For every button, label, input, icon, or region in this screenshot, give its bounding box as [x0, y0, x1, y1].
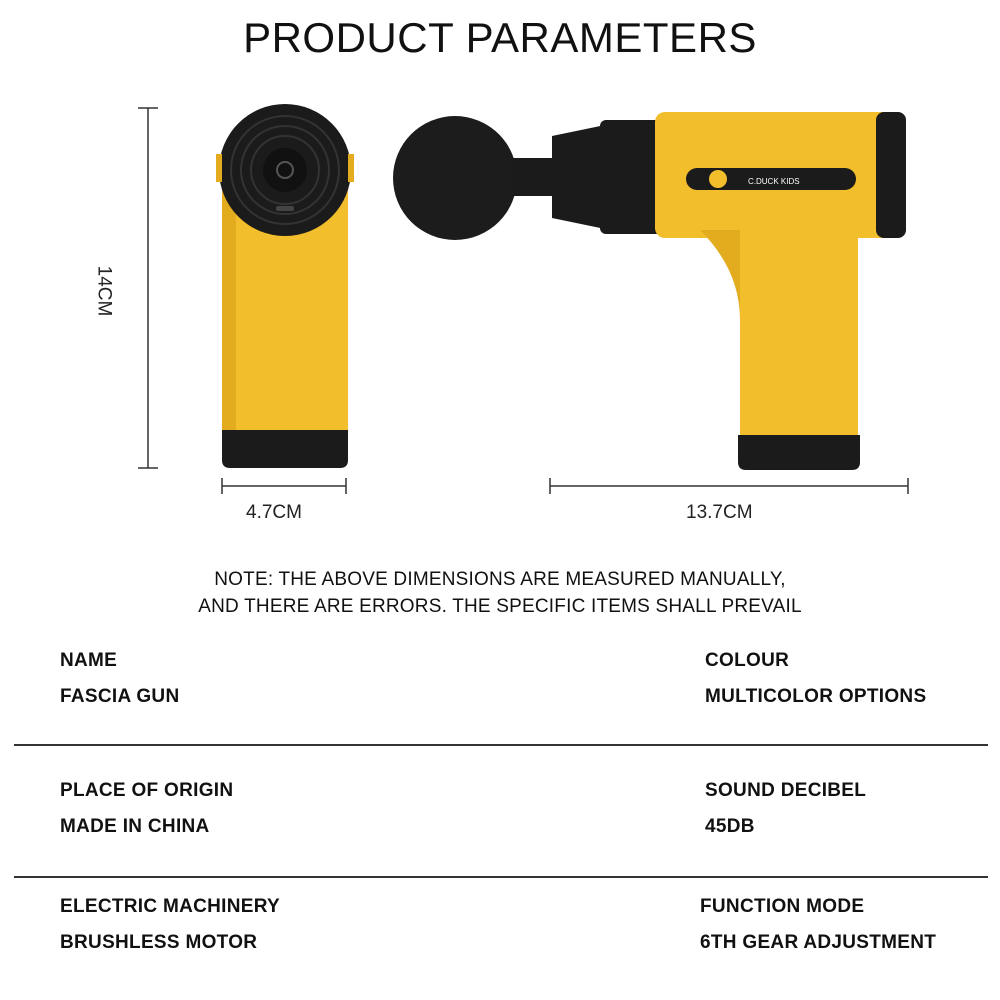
height-label: 14CM [93, 265, 115, 317]
spec-value-function: 6TH GEAR ADJUSTMENT [700, 932, 937, 953]
side-view [393, 112, 906, 470]
page-title: PRODUCT PARAMETERS [243, 14, 757, 61]
front-view [216, 104, 354, 468]
spec-value-origin: MADE IN CHINA [60, 816, 210, 837]
spec-label-origin: PLACE OF ORIGIN [60, 780, 234, 801]
length-label: 13.7CM [686, 502, 753, 523]
spec-label-colour: COLOUR [705, 650, 790, 671]
height-dimension-line [138, 108, 158, 468]
note-line-1: NOTE: THE ABOVE DIMENSIONS ARE MEASURED MANUALLY, [214, 569, 786, 590]
spec-label-decibel: SOUND DECIBEL [705, 780, 867, 801]
divider [14, 744, 988, 746]
spec-value-motor: BRUSHLESS MOTOR [60, 932, 258, 953]
product-illustration [0, 90, 1000, 530]
spec-value-colour: MULTICOLOR OPTIONS [705, 686, 927, 707]
width-label: 4.7CM [246, 502, 302, 523]
measurement-note [0, 566, 1000, 620]
spec-value-name: FASCIA GUN [60, 686, 180, 707]
brand-label: C.DUCK KIDS [748, 177, 800, 186]
divider [14, 876, 988, 878]
spec-label-name: NAME [60, 650, 118, 671]
spec-label-function: FUNCTION MODE [700, 896, 865, 917]
product-drawing [0, 90, 1000, 530]
note-line-2: AND THERE ARE ERRORS. THE SPECIFIC ITEMS SHALL PREVAIL [198, 596, 802, 617]
spec-value-decibel: 45DB [705, 816, 755, 837]
spec-label-motor: ELECTRIC MACHINERY [60, 896, 281, 917]
length-dimension-line [550, 478, 908, 494]
width-dimension-line [222, 478, 346, 494]
